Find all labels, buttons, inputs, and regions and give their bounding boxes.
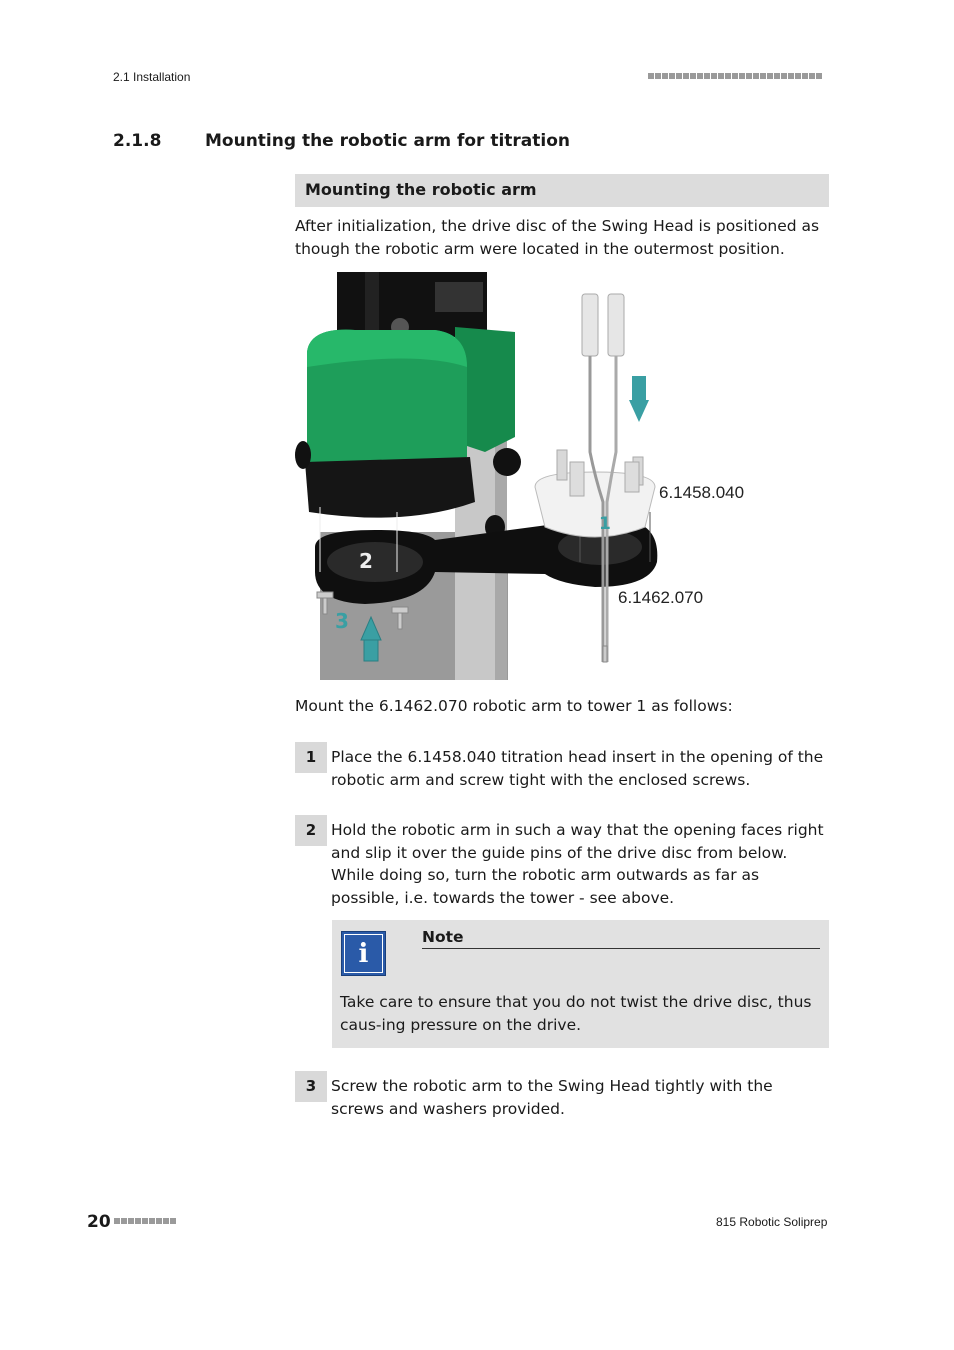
electrode-left [582,294,598,356]
page-number: 20 [87,1212,111,1232]
footer-decoration [114,1218,176,1224]
drive-disc [305,457,475,518]
step-number: 2 [295,815,327,846]
label-arm: 6.1462.070 [618,588,704,607]
arrow-down-icon [629,376,649,422]
mount-intro: Mount the 6.1462.070 robotic arm to tower 1 as follows: [295,697,733,715]
step-number: 1 [295,742,327,773]
section-title: Mounting the robotic arm for titration [205,131,571,151]
intro-paragraph: After initialization, the drive disc of the Swing Head is positioned as though the robotic arm were located in the outermost position. [295,217,820,258]
subheading: Mounting the robotic arm [305,180,537,199]
section-heading [113,131,570,151]
robotic-arm-figure [295,272,745,680]
electrode-right [608,294,624,356]
footer-product: 815 Robotic Soliprep [716,1215,828,1229]
note-text: Take care to ensure that you do not twist the drive disc, thus caus-ing pressure on the drive. [340,993,812,1034]
marker-3: 3 [335,609,349,633]
subheading-bar [295,174,829,207]
step-text: Place the 6.1458.040 titration head insert in the opening of the robotic arm and screw tight with the enclosed screws. [331,748,824,789]
section-number: 2.1.8 [113,131,162,151]
label-insert: 6.1458.040 [659,483,745,502]
step-text: Hold the robotic arm in such a way that the opening faces right and slip it over the guide pins of the drive disc from below. While doing so, turn the robotic arm outwards as far as possible, i.e. towards the tower - see above. [331,821,824,907]
step-number: 3 [295,1071,327,1102]
note-box [332,920,829,1048]
info-icon: i [341,931,386,976]
note-title: Note [422,928,820,949]
robotic-arm-illustration [295,272,665,680]
header-section-ref: 2.1 Installation [113,70,191,84]
marker-2: 2 [359,549,373,573]
marker-1: 1 [599,514,611,534]
header-decoration [648,73,822,79]
step-text: Screw the robotic arm to the Swing Head tightly with the screws and washers provided. [331,1077,773,1118]
